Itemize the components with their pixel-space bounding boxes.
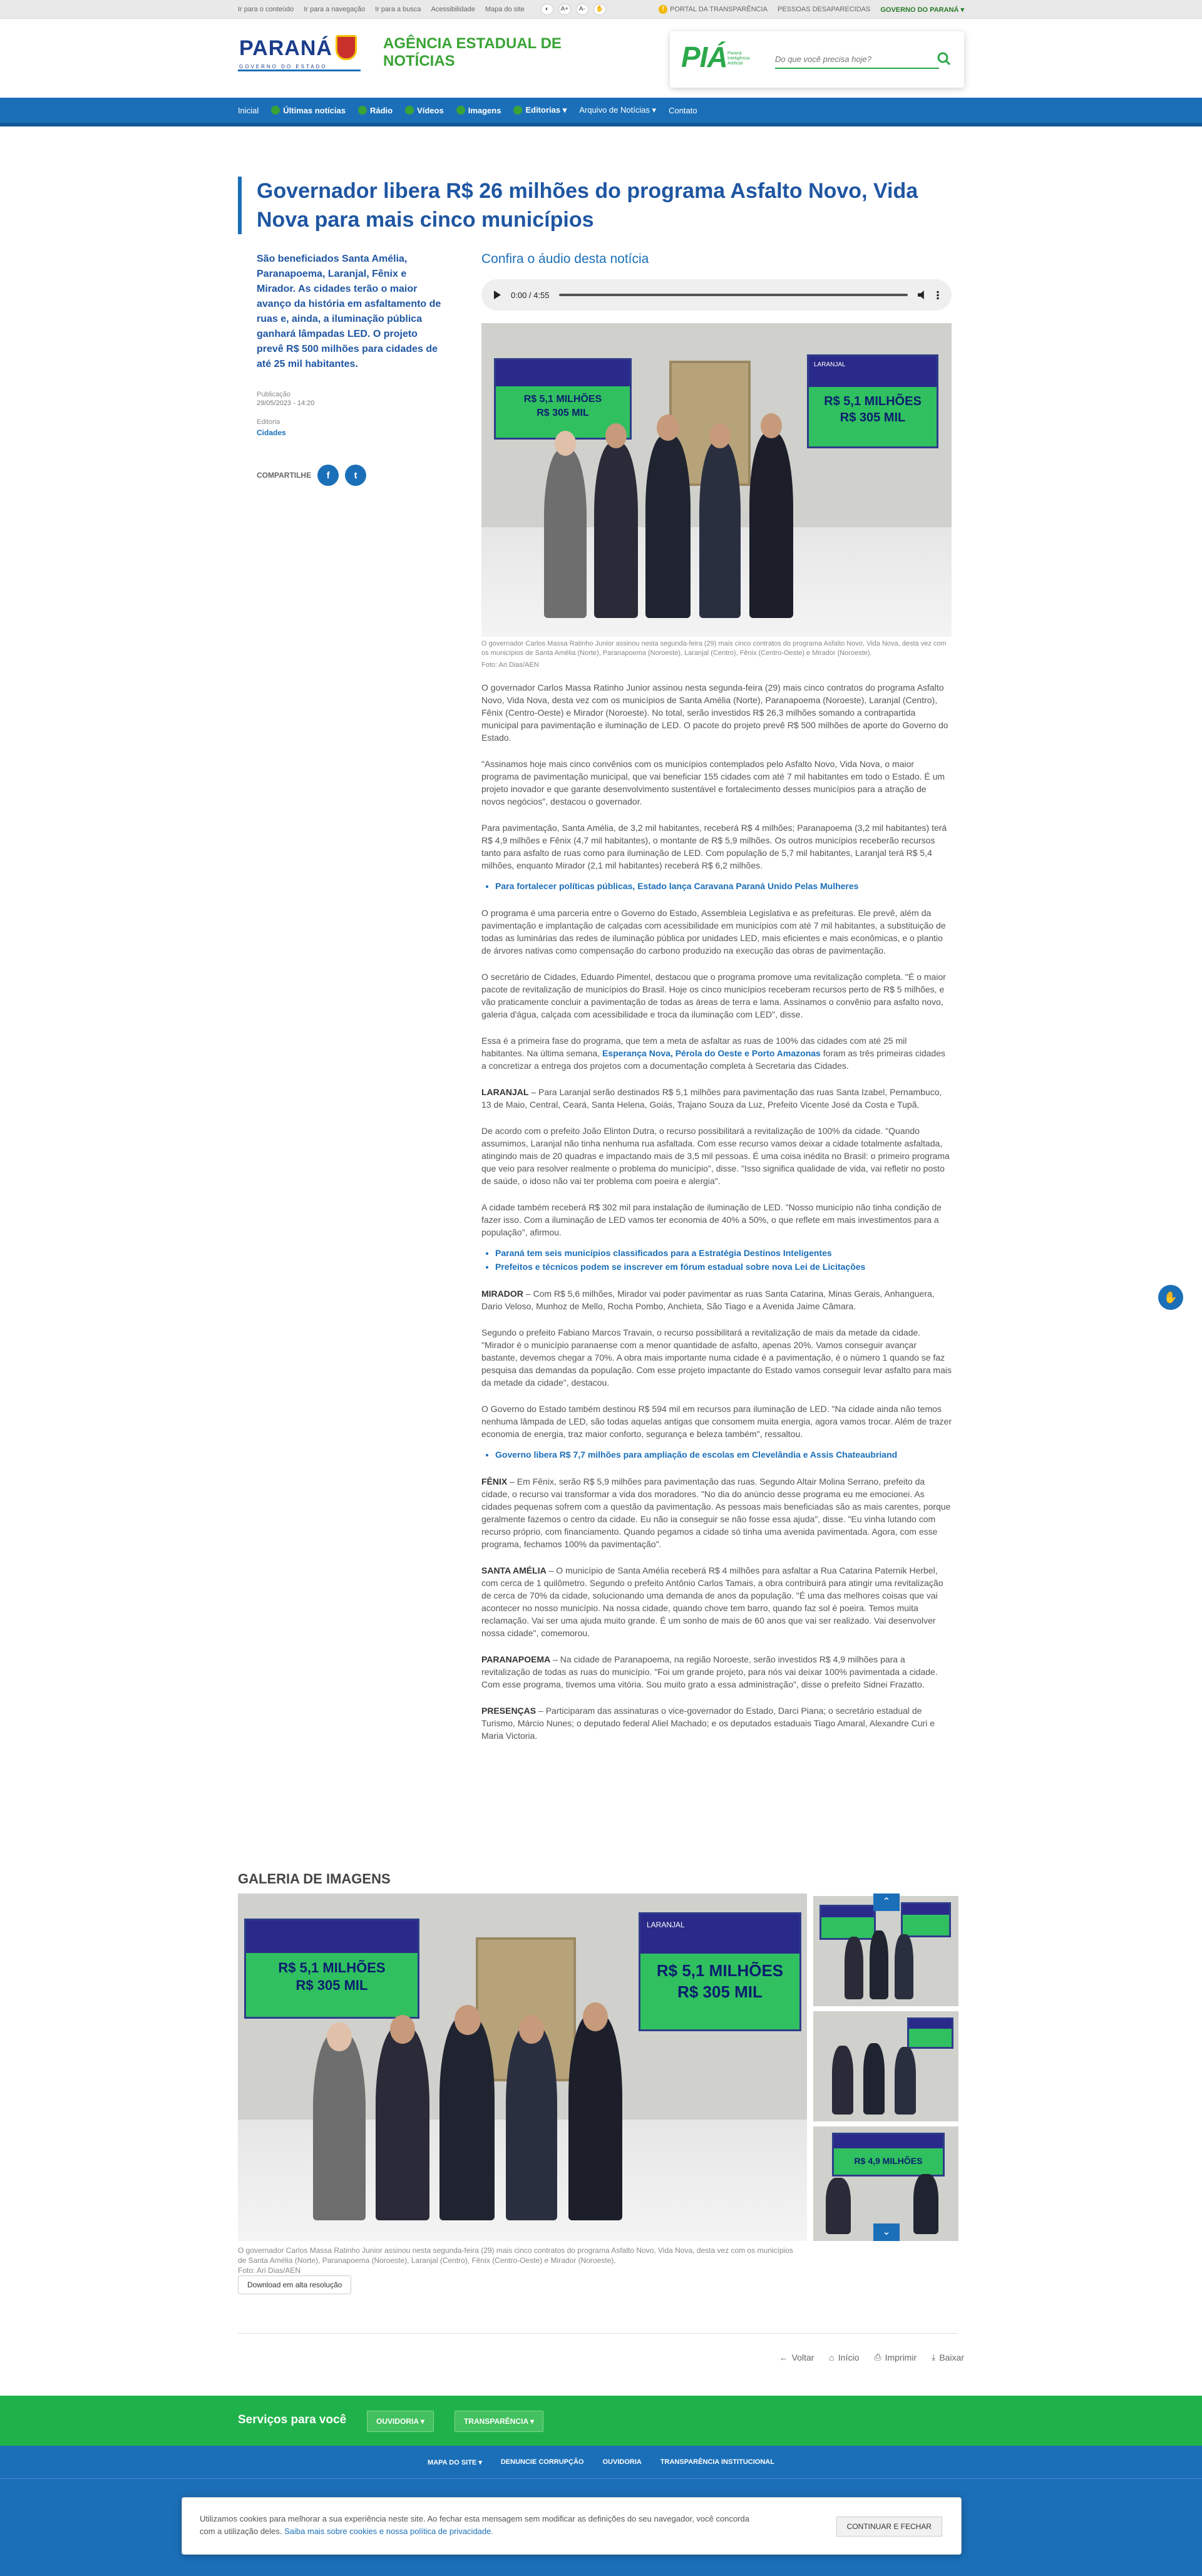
gallery-thumb-1[interactable] xyxy=(813,1896,958,2006)
gallery-screen-right-amount-2: R$ 305 MIL xyxy=(677,1982,763,2001)
thumb-1-screen-right xyxy=(901,1902,951,1937)
paragraph xyxy=(481,1704,952,1742)
gallery-screen-left xyxy=(244,1919,419,2019)
thumb-1-person-2 xyxy=(870,1930,888,1999)
article-summary: São beneficiados Santa Amélia, Paranapoema, Laranjal, Fênix e Mirador. As cidades terão o maior avanço da história em asfaltamento de ruas e, ainda, a iluminação pública ganhará lâmpadas LED. O projeto prevê R$ 500 milhões para cidades de até 25 mil habitantes. xyxy=(257,254,441,369)
nav-ultimas-label: Últimas notícias xyxy=(283,105,346,115)
gallery-head-1 xyxy=(327,2022,352,2051)
photo-screen-right xyxy=(807,354,938,448)
screen-right-text xyxy=(809,387,937,446)
more-options-icon[interactable] xyxy=(937,291,939,299)
gallery-person-5 xyxy=(568,2014,622,2220)
section-lead: LARANJAL xyxy=(481,1087,529,1097)
missing-people-link[interactable]: PESSOAS DESAPARECIDAS xyxy=(777,6,871,13)
thumb-1-screen-left-header xyxy=(821,1907,874,1917)
nav-imagens-label: Imagens xyxy=(468,105,501,115)
section-lead: PRESENÇAS xyxy=(481,1706,537,1716)
pia-logo: PIÁ xyxy=(681,41,727,73)
paragraph xyxy=(481,1475,952,1550)
gallery-person-1 xyxy=(313,2032,366,2220)
gallery-screen-left-header xyxy=(246,1920,418,1953)
thumb-1-screen-left xyxy=(819,1905,876,1940)
chevron-down-icon[interactable]: ⌄ xyxy=(873,2223,900,2241)
gallery-screen-right xyxy=(639,1912,801,2031)
download-button[interactable] xyxy=(932,2352,964,2362)
screen-right-amount-1: R$ 5,1 MILHÕES xyxy=(824,394,922,408)
back-button[interactable] xyxy=(779,2352,814,2362)
article-content xyxy=(481,252,952,1756)
paragraph: O governador Carlos Massa Ratinho Junior assinou nesta segunda-feira (29) mais cinco contratos do programa Asfalto Novo, Vida Nova, desta vez com os municípios de Santa Amélia (Norte), Paranapoema (Noroeste), Laranjal (Centro), Fênix (Centro-Oeste) e Mirador (Noroeste). No total, serão investidos R$ 26,3 milhões somando a contrapartida municipal para pavimentação e iluminação de LED. O pacote do projeto prevê R$ 500 milhões de aporte do Governo do Estado. xyxy=(481,683,948,743)
video-icon xyxy=(405,106,414,115)
sign-language-button[interactable]: ✋ xyxy=(593,4,606,15)
related-links xyxy=(495,1246,952,1274)
pia-subtitle: Paraná Inteligência Artificial xyxy=(727,51,750,66)
download-hi-res-button[interactable]: Download em alta resolução xyxy=(238,2275,351,2294)
arrow-left-icon: ← xyxy=(779,2352,788,2362)
tags-icon xyxy=(513,106,522,115)
section-lead: MIRADOR xyxy=(481,1289,523,1299)
nav-videos[interactable] xyxy=(405,106,444,115)
nav-arquivo-label: Arquivo de Notícias ▾ xyxy=(579,105,657,115)
gallery-screen-right-header: LARANJAL xyxy=(640,1914,799,1954)
paragraph: "Assinamos hoje mais cinco convênios com os municípios contemplados pelo Asfalto Novo, Vida Nova, o maior programa de pavimentação municipal, que vai beneficiar 155 cidades com até 7 mil habitantes em todo o Estado. É um projeto inovador e que garante desenvolvimento sustentável e fortalecimento desses municípios para a atração de novos negócios", destacou o governador. xyxy=(481,759,945,806)
editoria-label: Editoria xyxy=(257,418,280,426)
top-utility-bar xyxy=(0,0,1202,19)
audio-time: 0:00 / 4:55 xyxy=(511,290,550,300)
warning-icon: ! xyxy=(659,5,667,14)
thumb-3-screen-text: R$ 4,9 MILHÕES xyxy=(834,2148,943,2175)
photo-person-3 xyxy=(645,435,691,618)
font-decrease-button[interactable]: A- xyxy=(576,4,588,15)
gallery-head-3 xyxy=(455,2005,481,2035)
gallery-head-5 xyxy=(583,2002,608,2031)
paragraph-text: – Com R$ 5,6 milhões, Mirador vai poder pavimentar as ruas Santa Catarina, Minas Gerais, Anhanguera, Dario Veloso, Munhoz de Mello, Rocha Pombo, Anchieta, São Tiago e a Avenida Jaime Câmara. xyxy=(481,1289,935,1311)
site-header xyxy=(0,19,1202,98)
home-label: Início xyxy=(838,2352,860,2362)
article-sidebar xyxy=(238,252,444,486)
footer-divider xyxy=(0,2478,1202,2479)
news-icon xyxy=(271,106,280,115)
paragraph-text: – Em Fênix, serão R$ 5,9 milhões para pavimentação das ruas. Segundo Altair Molina Serrano, prefeito da cidade, o recurso vai transformar a vida dos moradores. "No dia do anúncio desse programa eu me emocionei. As cidades pequenas sofrem com a questão da pavimentação. As pessoas mais beneficiadas são as mais carentes, porque geralmente fazemos o centro da cidade. Eu não ia conseguir se não fosse essa ajuda", disse. "Eu vinha lutando com recurso próprio, com financiamento. Quando pegamos a cidade só tinha uma avenida pavimentada. Agora, com esse programa, fechamos 100% da pavimentação". xyxy=(481,1476,951,1549)
gallery-head-4 xyxy=(519,2015,544,2044)
thumb-1-person-3 xyxy=(895,1934,913,1999)
screen-left-amount-1: R$ 5,1 MILHÕES xyxy=(523,394,602,405)
paragraph xyxy=(481,1287,952,1312)
search-input[interactable] xyxy=(775,50,939,69)
photo-head-5 xyxy=(761,413,782,438)
audio-player xyxy=(481,279,952,311)
radio-icon xyxy=(358,106,367,115)
services-title: Serviços para você xyxy=(238,2413,347,2426)
skip-to-content-link[interactable]: Ir para o conteúdo xyxy=(238,6,294,13)
download-label: Baixar xyxy=(939,2352,964,2362)
photo-head-4 xyxy=(709,423,731,448)
photo-head-2 xyxy=(605,423,627,448)
search-icon[interactable] xyxy=(937,51,952,66)
paragraph: O Governo do Estado também destinou R$ 594 mil em recursos para iluminação de LED. "Na cidade ainda não temos nenhuma lâmpada de LED, são todas aquelas antigas que consomem muita energia, agora vamos trocar. Além de trazer economia de energia, traz maior conforto, segurança e beleza também", ressaltou. xyxy=(481,1404,952,1439)
photo-head-1 xyxy=(555,431,576,456)
thumb-1-screen-right-body xyxy=(903,1915,949,1935)
nav-arquivo[interactable] xyxy=(579,105,656,115)
transparency-portal-label: PORTAL DA TRANSPARÊNCIA xyxy=(670,6,768,13)
thumb-3-screen-header xyxy=(834,2135,943,2148)
photo-person-1 xyxy=(544,449,587,618)
sign-language-float-icon[interactable]: ✋ xyxy=(1158,1285,1183,1310)
agency-title[interactable]: AGÊNCIA ESTADUAL DE NOTÍCIAS xyxy=(383,35,562,70)
sitemap-link[interactable]: Mapa do site xyxy=(485,6,525,13)
logo-subtitle: GOVERNO DO ESTADO xyxy=(239,64,327,70)
accessibility-controls xyxy=(541,4,606,15)
thumb-1-screen-right-header xyxy=(903,1904,949,1915)
thumb-2-person-2 xyxy=(863,2043,885,2115)
article-title-block xyxy=(238,177,958,234)
paragraph xyxy=(481,1653,952,1691)
skip-to-nav-link[interactable]: Ir para a navegação xyxy=(304,6,366,13)
thumb-3-person-2 xyxy=(913,2174,938,2234)
gallery-person-2 xyxy=(376,2026,429,2220)
font-increase-button[interactable]: A+ xyxy=(558,4,571,15)
nav-radio[interactable] xyxy=(358,106,393,115)
section-lead: FÊNIX xyxy=(481,1476,508,1486)
related-link[interactable]: Prefeitos e técnicos podem se inscrever em fórum estadual sobre nova Lei de Licitações xyxy=(495,1262,866,1272)
transparency-portal-link[interactable] xyxy=(659,5,768,14)
search-card xyxy=(670,31,964,88)
privacy-policy-link[interactable]: Saiba mais sobre cookies e nossa política de privacidade. xyxy=(284,2527,493,2536)
gallery-person-3 xyxy=(439,2016,495,2220)
download-icon: ⤓ xyxy=(932,2352,936,2362)
screen-left-amount-2: R$ 305 MIL xyxy=(537,408,589,419)
audio-title: Confira o áudio desta notícia xyxy=(481,252,649,266)
nav-contato[interactable] xyxy=(669,106,697,115)
facebook-icon[interactable]: f xyxy=(317,465,339,486)
inline-link[interactable]: Esperança Nova, Pérola do Oeste e Porto Amazonas xyxy=(602,1048,821,1058)
nav-ultimas-noticias[interactable] xyxy=(271,106,346,115)
paragraph-text: – Para Laranjal serão destinados R$ 5,1 milhões para pavimentação das ruas Santa Izabel, Pernambuco, 13 de Maio, Central, Ceará, Santa Helena, Goiás, Trajano Souza da Luz, Prefeito Vicente José da Costa e Tupã. xyxy=(481,1087,942,1110)
nav-radio-label: Rádio xyxy=(369,105,393,115)
photo-head-3 xyxy=(657,415,679,441)
transparencia-dropdown[interactable]: TRANSPARÊNCIA ▾ xyxy=(455,2411,543,2432)
gallery-thumbnails xyxy=(813,1893,958,2241)
pub-date: 29/05/2023 - 14:20 xyxy=(257,399,315,407)
chevron-up-icon[interactable]: ⌃ xyxy=(873,1893,900,1911)
thumb-2-person-3 xyxy=(895,2047,916,2115)
nav-inicial[interactable] xyxy=(238,106,259,115)
home-button[interactable] xyxy=(829,2352,859,2362)
thumb-1-person-1 xyxy=(845,1937,863,1999)
accessibility-links xyxy=(238,6,525,13)
article-tools xyxy=(779,2352,964,2362)
footer-corruption-link[interactable]: DENUNCIE CORRUPÇÃO xyxy=(500,2458,584,2466)
cookie-message: Utilizamos cookies para melhorar a sua experiência neste site. Ao fechar esta mensagem sem modificar as definições do seu navegador, você concorda com a utilização deles. xyxy=(200,2514,749,2536)
nav-imagens[interactable] xyxy=(456,106,501,115)
footer-transparency-link[interactable]: TRANSPARÊNCIA INSTITUCIONAL xyxy=(660,2458,774,2466)
cookie-accept-button[interactable]: CONTINUAR E FECHAR xyxy=(836,2517,942,2537)
editoria-link[interactable]: Cidades xyxy=(257,428,286,437)
paragraph: O secretário de Cidades, Eduardo Pimentel, destacou que o programa promove uma revitalização completa. "É o maior pacote de revitalização de municípios do Brasil. Hoje os cinco municípios receberam recursos perto de R$ 5 milhões, e vão praticamente concluir a pavimentação de todas as áreas de terra e lama. Assinamos o convênio para asfalto novo, galeria d'água, calçada com acessibilidade e troca da iluminação com LED", disse. xyxy=(481,972,946,1019)
audio-progress[interactable] xyxy=(559,294,908,296)
share-block xyxy=(257,465,444,486)
gallery-screen-left-text xyxy=(246,1953,418,2017)
contrast-button[interactable]: ◐ xyxy=(541,4,553,15)
related-link[interactable]: Paraná tem seis municípios classificados para a Estratégia Destinos Inteligentes xyxy=(495,1248,832,1258)
services-bar xyxy=(0,2396,1202,2446)
paragraph-text: – O município de Santa Amélia receberá R$ 4 milhões para asfaltar a Rua Catarina Paternik Herbel, com cerca de 1 quilômetro. Segundo o prefeito Antônio Carlos Tamais, a obra contribuirá para atingir uma revitalização de cerca de 70% da cidade, solucionando uma demanda de anos da população. "É uma das melhores coisas que vai acontecer no nosso município. Na nossa cidade, quando chove tem barro, quando faz sol é poeira. Temos muita reclamação. Vai ser uma ajuda muito grande. É um sonho de mais de 60 anos que vai ser realizado. Vai desenvolver nossa cidade", comemorou. xyxy=(481,1565,943,1638)
thumb-2-screen xyxy=(907,2017,953,2049)
article-body xyxy=(481,681,952,1742)
gallery-person-4 xyxy=(506,2025,557,2220)
image-icon xyxy=(456,106,465,115)
paragraph xyxy=(481,1086,952,1111)
paragraph: De acordo com o prefeito João Elinton Dutra, o recurso possibilitará a revitalização de 100% da cidade. "Quando assumimos, Laranjal não tinha nenhuma rua asfaltada. Com esse recurso vamos deixar a cidade totalmente asfaltada, atingindo mais de 20 quadras e impactando mais de 3,5 mil pessoas. É uma coisa inédita no Brasil: o primeiro programa que veio para resolver realmente o problema do município", disse. "Isso significa qualidade de vida, vai refletir no posto de saúde, o idoso não vai ter problema com poeira e alergia". xyxy=(481,1126,950,1186)
gallery-main-image[interactable] xyxy=(238,1893,807,2241)
paragraph xyxy=(481,1564,952,1639)
thumb-3-person-1 xyxy=(826,2178,851,2234)
nav-editorias[interactable] xyxy=(513,105,567,115)
pub-label: Publicação xyxy=(257,391,290,398)
footer-sitemap-link[interactable]: MAPA DO SITE ▾ xyxy=(428,2459,482,2466)
paragraph-text: Essa é a primeira fase do programa, que tem a meta de asfaltar as ruas de 100% das cidades com até 25 mil habitantes. Na última semana, xyxy=(481,1036,907,1058)
photo-person-5 xyxy=(749,433,793,618)
thumb-2-screen-header xyxy=(909,2019,952,2029)
gallery-caption xyxy=(238,2245,801,2275)
ouvidoria-dropdown[interactable]: OUVIDORIA ▾ xyxy=(367,2411,434,2432)
nav-contato-label: Contato xyxy=(669,105,697,115)
gallery-title: GALERIA DE IMAGENS xyxy=(238,1871,391,1887)
play-icon[interactable] xyxy=(494,291,501,299)
thumb-2-screen-body xyxy=(909,2029,952,2047)
article-photo xyxy=(481,323,952,637)
home-icon: ⌂ xyxy=(829,2352,835,2362)
paragraph: Para pavimentação, Santa Amélia, de 3,2 mil habitantes, receberá R$ 4 milhões; Paranapoema (3,2 mil habitantes) terá R$ 4,9 milhões e Fênix (4,7 mil habitantes), o montante de R$ 5,9 milhões. Os outros municípios receberão recursos tanto para asfalto de ruas como para iluminação de LED. Com população de 5,7 mil habitantes, Laranjal terá R$ 5,4 milhões, enquanto Mirador (2,1 mil habitantes) receberá R$ 6,2 milhões. xyxy=(481,823,947,870)
photo-person-4 xyxy=(699,441,741,618)
print-icon: ⎙ xyxy=(874,2352,881,2362)
paragraph: A cidade também receberá R$ 302 mil para instalação de iluminação de LED. "Nosso município não tinha condição de fazer isso. Com a iluminação de LED vamos ter economia de 40% a 50%, o que reflete em mais investimentos para a população", afirmou. xyxy=(481,1202,942,1237)
related-link[interactable]: Governo libera R$ 7,7 milhões para ampliação de escolas em Clevelândia e Assis Chateaubriand xyxy=(495,1450,898,1460)
print-label: Imprimir xyxy=(885,2352,917,2362)
thumb-1-screen-left-body xyxy=(821,1917,874,1938)
nav-videos-label: Vídeos xyxy=(417,105,444,115)
accessibility-link[interactable]: Acessibilidade xyxy=(431,6,475,13)
section-lead: SANTA AMÉLIA xyxy=(481,1565,547,1575)
back-label: Voltar xyxy=(791,2352,814,2362)
gallery-head-2 xyxy=(390,2015,415,2044)
cookie-text xyxy=(200,2513,763,2538)
logo-word: PARANÁ xyxy=(239,36,332,60)
thumb-3-screen xyxy=(832,2133,945,2177)
photo-credit: Foto: Ari Dias/AEN xyxy=(481,661,539,669)
photo-person-2 xyxy=(594,443,638,618)
gallery-screen-left-amount-1: R$ 5,1 MILHÕES xyxy=(278,1960,386,1976)
screen-left-header xyxy=(496,360,630,386)
coat-of-arms-icon xyxy=(336,35,357,60)
share-label: COMPARTILHE xyxy=(257,471,312,480)
footer-links xyxy=(0,2458,1202,2466)
footer-ouvidoria-link[interactable]: OUVIDORIA xyxy=(602,2458,642,2466)
main-nav xyxy=(0,98,1202,126)
volume-icon[interactable] xyxy=(918,291,927,299)
cookie-banner xyxy=(182,2497,962,2555)
gov-menu[interactable]: GOVERNO DO PARANÁ ▾ xyxy=(880,6,964,14)
gallery-screen-left-amount-2: R$ 305 MIL xyxy=(295,1977,368,1994)
thumb-2-person-1 xyxy=(832,2046,853,2115)
photo-caption: O governador Carlos Massa Ratinho Junior assinou nesta segunda-feira (29) mais cinco contratos do programa Asfalto Novo, Vida Nova, desta vez com os municípios de Santa Amélia (Norte), Paranapoema (Noroeste), Laranjal (Centro), Fênix (Centro-Oeste) e Mirador (Noroeste). xyxy=(481,640,947,657)
gallery-caption-text: O governador Carlos Massa Ratinho Junior assinou nesta segunda-feira (29) mais cinco contratos do programa Asfalto Novo, Vida Nova, desta vez com os municípios de Santa Amélia (Norte), Paranapoema (Noroeste), Laranjal (Centro), Fênix (Centro-Oeste) e Mirador (Noroeste). xyxy=(238,2246,793,2265)
gallery-screen-right-amount-1: R$ 5,1 MILHÕES xyxy=(656,1960,784,1980)
paragraph xyxy=(481,1034,952,1072)
gallery-thumb-2[interactable] xyxy=(813,2011,958,2121)
section-lead: PARANAPOEMA xyxy=(481,1654,551,1664)
gallery-credit: Foto: Ari Dias/AEN xyxy=(238,2266,301,2275)
nav-inicial-label: Inicial xyxy=(238,105,259,115)
paragraph: Segundo o prefeito Fabiano Marcos Travain, o recurso possibilitará a revitalização de mais da metade da cidade. "Mirador é o município paranaense com a menor quantidade de asfalto, apenas 20%. Vamos conseguir avançar bastante, devemos chegar a 70%. A obra mais importante numa cidade é a pavimentação, é o número 1 quando se faz pesquisa das demandas da população. Com esse projeto impactante do Estado vamos conseguir levar asfalto para mais da metade da cidade", destacou. xyxy=(481,1327,952,1388)
nav-editorias-label: Editorias ▾ xyxy=(525,105,567,115)
skip-to-search-link[interactable]: Ir para a busca xyxy=(375,6,421,13)
related-links xyxy=(495,1448,952,1461)
related-links xyxy=(495,879,952,893)
paragraph: O programa é uma parceria entre o Governo do Estado, Assembleia Legislativa e as prefeituras. Ele prevê, além da pavimentação e implantação de calçadas com acessibilidade em municípios com até 7 mil habitantes, a substituição de todas as luminárias das redes de iluminação pública por unidades LED, mais eficientes e mais econômicas, e o plantio de árvores nativas como compensação do carbono produzido na execução das obras de pavimentação. xyxy=(481,908,946,956)
article-title: Governador libera R$ 26 milhões do programa Asfalto Novo, Vida Nova para mais cinco municípios xyxy=(257,179,918,232)
gallery-screen-right-text xyxy=(640,1954,799,2029)
screen-right-header: LARANJAL xyxy=(809,356,937,387)
screen-right-amount-2: R$ 305 MIL xyxy=(840,410,906,425)
paragraph-text: – Participaram das assinaturas o vice-governador do Estado, Darci Piana; o secretário estadual de Turismo, Márcio Nunes; o deputado federal Aliel Machado; e os deputados estaduais Tiago Amaral, Alexandre Curi e Maria Victoria. xyxy=(481,1706,935,1741)
related-link[interactable]: Para fortalecer políticas públicas, Estado lança Caravana Paraná Unido Pelas Mulheres xyxy=(495,881,859,891)
twitter-icon[interactable]: t xyxy=(345,465,366,486)
paragraph-text: foram as três primeiras cidades a concretizar a entrega dos projetos com a documentação completa à Secretaria das Cidades. xyxy=(481,1048,946,1071)
print-button[interactable] xyxy=(874,2352,917,2362)
divider xyxy=(238,2333,958,2334)
paragraph-text: – Na cidade de Paranapoema, na região Noroeste, serão investidos R$ 4,9 milhões para a revitalização de todas as ruas do município. "Foi um grande projeto, para nós vai deixar 100% pavimentada a cidade. Com esse programa, tivemos uma vitória. Sou muito grato a essa administração", disse o prefeito Sidnei Frazatto. xyxy=(481,1654,938,1689)
parana-logo[interactable] xyxy=(238,33,361,71)
